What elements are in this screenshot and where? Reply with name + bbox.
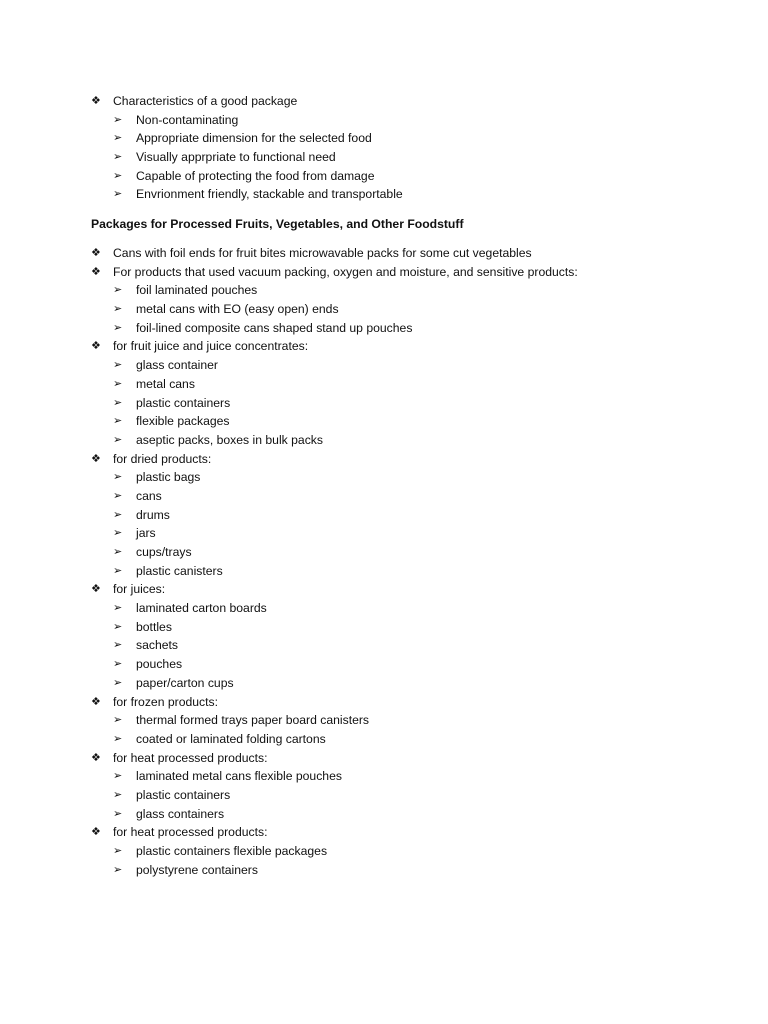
list-item [91,506,711,525]
arrow-bullet-icon: ➢ [113,169,123,182]
arrow-bullet-icon: ➢ [113,433,123,446]
list-item-text: drums [136,507,170,522]
list-item [91,300,711,319]
arrow-bullet-icon: ➢ [113,188,123,201]
list-item [91,767,711,786]
list-item-text: plastic canisters [136,563,223,578]
list-item-text: Cans with foil ends for fruit bites microwavable packs for some cut vegetables [113,246,532,260]
list-item [91,281,711,300]
list-item [91,636,711,655]
list-item-text: metal cans [136,376,195,391]
list-item-text: for fruit juice and juice concentrates: [113,339,309,354]
list-item [91,319,711,338]
list-item-text: polystyrene containers [136,862,258,877]
arrow-bullet-icon: ➢ [113,471,123,484]
list-item [91,185,711,204]
list-item-text: plastic containers [136,787,231,802]
arrow-bullet-icon: ➢ [113,658,123,671]
list-item [91,693,711,712]
diamond-bullet-icon: ❖ [91,751,101,764]
arrow-bullet-icon: ➢ [113,151,123,164]
arrow-bullet-icon: ➢ [113,863,123,876]
list-item [91,412,711,431]
list-item-text: for frozen products: [113,694,218,709]
list-item-text: Visually apprpriate to functional need [136,150,336,165]
list-item-text: foil-lined composite cans shaped stand up pouches [136,320,413,335]
arrow-bullet-icon: ➢ [113,564,123,577]
list-item-text: Non-contaminating [136,112,239,127]
arrow-bullet-icon: ➢ [113,676,123,689]
arrow-bullet-icon: ➢ [113,770,123,783]
arrow-bullet-icon: ➢ [113,788,123,801]
list-item-text: plastic containers flexible packages [136,844,328,858]
list-item [91,167,711,186]
arrow-bullet-icon: ➢ [113,489,123,502]
list-item-text: coated or laminated folding cartons [136,731,326,746]
list-item [91,111,711,130]
arrow-bullet-icon: ➢ [113,284,123,297]
list-item [91,711,711,730]
list-item-text: For products that used vacuum packing, oxygen and moisture, and sensitive products: [113,264,578,279]
list-item-text: for heat processed products: [113,825,268,840]
diamond-bullet-icon: ❖ [91,583,101,596]
arrow-bullet-icon: ➢ [113,132,123,145]
list-item [91,129,711,148]
list-item [91,148,711,167]
diamond-bullet-icon: ❖ [91,695,101,708]
list-item [91,450,711,469]
arrow-bullet-icon: ➢ [113,359,123,372]
packages-list [91,244,711,879]
list-item [91,244,711,263]
list-item-text: Envrionment friendly, stackable and transportable [136,187,403,202]
list-item-text: Appropriate dimension for the selected food [136,131,372,146]
list-item [91,842,711,861]
arrow-bullet-icon: ➢ [113,527,123,540]
list-item-text: thermal formed trays paper board canisters [136,713,370,728]
list-item [91,92,711,111]
list-item-text: laminated carton boards [136,601,267,616]
list-item [91,394,711,413]
list-item-text: metal cans with EO (easy open) ends [136,302,339,317]
list-item [91,823,711,842]
list-item-text: Capable of protecting the food from damage [136,168,375,183]
arrow-bullet-icon: ➢ [113,303,123,316]
arrow-bullet-icon: ➢ [113,602,123,615]
list-item [91,487,711,506]
list-item [91,543,711,562]
list-item [91,468,711,487]
characteristics-list [91,92,711,204]
diamond-bullet-icon: ❖ [91,340,101,353]
list-item-text: laminated metal cans flexible pouches [136,769,342,784]
list-item [91,356,711,375]
list-item [91,431,711,450]
diamond-bullet-icon: ❖ [91,826,101,839]
list-item [91,375,711,394]
arrow-bullet-icon: ➢ [113,807,123,820]
list-item [91,786,711,805]
arrow-bullet-icon: ➢ [113,639,123,652]
list-item-text: cans [136,488,162,503]
list-item-text: jars [136,526,156,541]
list-item [91,655,711,674]
list-item-text: paper/carton cups [136,675,234,690]
list-item [91,599,711,618]
arrow-bullet-icon: ➢ [113,113,123,126]
list-item-text: pouches [136,657,183,672]
section-heading: Packages for Processed Fruits, Vegetables, and Other Foodstuff [91,217,464,231]
list-item-text: plastic containers [136,395,231,410]
list-item [91,749,711,768]
arrow-bullet-icon: ➢ [113,714,123,727]
list-item [91,524,711,543]
diamond-bullet-icon: ❖ [91,452,101,465]
list-item-text: flexible packages [136,414,230,429]
list-item-text: for juices: [113,582,166,597]
list-item-text: aseptic packs, boxes in bulk packs [136,432,323,447]
list-item-text: glass containers [136,806,225,821]
list-item-text: plastic bags [136,470,201,485]
list-item-text: glass container [136,358,218,373]
arrow-bullet-icon: ➢ [113,620,123,633]
list-item [91,337,711,356]
list-item-text: sachets [136,638,179,653]
list-item [91,730,711,749]
diamond-bullet-icon: ❖ [91,265,101,278]
diamond-bullet-icon: ❖ [91,247,101,259]
arrow-bullet-icon: ➢ [113,396,123,409]
arrow-bullet-icon: ➢ [113,415,123,428]
list-item [91,263,711,282]
list-item [91,562,711,581]
list-item-text: for heat processed products: [113,750,268,765]
list-item [91,805,711,824]
list-item-text: for dried products: [113,451,212,466]
arrow-bullet-icon: ➢ [113,321,123,334]
arrow-bullet-icon: ➢ [113,845,123,857]
list-item [91,861,711,880]
list-item-text: Characteristics of a good package [113,94,298,108]
list-item [91,674,711,693]
arrow-bullet-icon: ➢ [113,508,123,521]
arrow-bullet-icon: ➢ [113,546,123,558]
diamond-bullet-icon: ❖ [91,95,101,107]
list-item [91,618,711,637]
arrow-bullet-icon: ➢ [113,732,123,745]
list-item-text: bottles [136,619,172,634]
list-item-text: foil laminated pouches [136,283,258,298]
list-item [91,580,711,599]
list-item-text: cups/trays [136,545,192,559]
arrow-bullet-icon: ➢ [113,377,123,390]
